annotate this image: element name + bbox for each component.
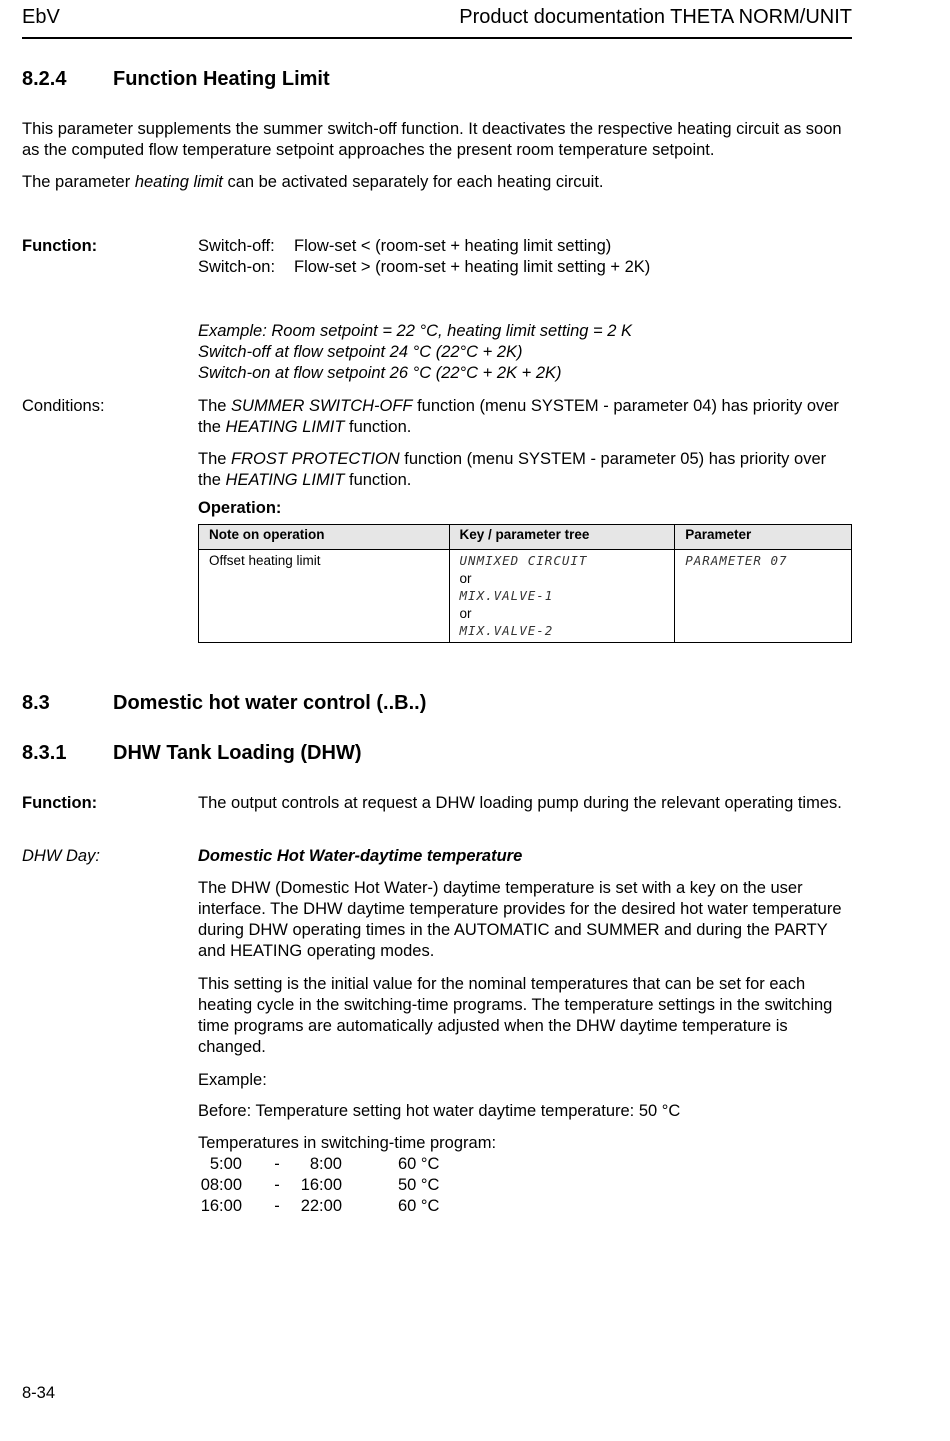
time-from: 5:00	[209, 1155, 242, 1173]
text-run: can be activated separately for each heating circuit.	[222, 173, 604, 191]
switch-on-row	[198, 257, 853, 278]
time-row	[198, 1196, 439, 1217]
switch-off-row	[198, 236, 853, 257]
section-number: 8.3	[22, 692, 50, 714]
intro-paragraph: This parameter supplements the summer switch-off function. It deactivates the respective heating circuit as soon as the computed flow temperature setpoint approaches the present room temperature setpoint.	[22, 120, 842, 159]
or-text: or	[459, 605, 472, 621]
page-number: 8-34	[22, 1384, 56, 1402]
dhw-day-title: Domestic Hot Water-daytime temperature	[198, 847, 523, 865]
function-name: HEATING LIMIT	[225, 471, 345, 489]
section-title: Domestic hot water control (..B..)	[113, 692, 427, 714]
time-dash: -	[274, 1176, 280, 1194]
text-run: function.	[344, 418, 412, 436]
function-name: FROST PROTECTION	[231, 450, 400, 468]
table-header-row	[199, 525, 852, 550]
time-temp: 60 °C	[398, 1155, 440, 1173]
time-row	[198, 1175, 439, 1196]
time-to: 8:00	[309, 1155, 342, 1173]
switch-on-value: Flow-set > (room-set + heating limit setting + 2K)	[294, 258, 651, 276]
function-name: HEATING LIMIT	[225, 418, 345, 436]
time-from: 08:00	[200, 1176, 242, 1194]
example-line: Switch-off at flow setpoint 24 °C (22°C + 2K)	[198, 343, 523, 361]
note-cell: Offset heating limit	[199, 550, 450, 643]
table-header-cell: Note on operation	[199, 525, 450, 550]
function-formulas	[198, 236, 853, 278]
function-name: SUMMER SWITCH-OFF	[231, 397, 413, 415]
section-heading-8-2-4	[22, 68, 842, 94]
example-block	[198, 321, 853, 384]
section-heading-8-3	[22, 692, 842, 718]
parameter-name: heating limit	[134, 173, 223, 191]
text-run: The parameter	[22, 173, 135, 191]
header-rule	[22, 37, 852, 39]
time-dash: -	[274, 1155, 280, 1173]
dhw-paragraph-1: The DHW (Domestic Hot Water-) daytime temperature is set with a key on the user interface. The DHW daytime temperature provides for the desired hot water temperature during DHW operating times in the AUTOMATIC and SUMMER and during the PARTY and HEATING operating modes.	[198, 879, 842, 960]
time-temp: 50 °C	[398, 1176, 440, 1194]
dhw-function-label: Function:	[22, 794, 98, 812]
key-tree-cell	[449, 550, 675, 643]
time-from: 16:00	[200, 1197, 242, 1215]
switch-off-value: Flow-set < (room-set + heating limit setting)	[294, 237, 612, 255]
time-temp: 60 °C	[398, 1197, 440, 1215]
lcd-parameter-text: PARAMETER 07	[685, 553, 788, 568]
conditions-label: Conditions:	[22, 397, 105, 415]
text-run: function (menu SYSTEM - parameter 04) has priority over the	[198, 397, 839, 436]
header-left: EbV	[22, 6, 60, 28]
lcd-menu-text: MIX.VALVE-2	[459, 623, 554, 638]
dhw-paragraph-2: This setting is the initial value for the nominal temperatures that can be set for each heating cycle in the switching-time programs. The temperature settings in the switching time programs are automatically adjusted when the DHW daytime temperature is changed.	[198, 975, 833, 1056]
time-dash: -	[274, 1197, 280, 1215]
table-row	[199, 550, 852, 643]
operation-label: Operation:	[198, 499, 282, 517]
time-to: 16:00	[300, 1176, 342, 1194]
section-heading-8-3-1	[22, 742, 842, 768]
time-to: 22:00	[300, 1197, 342, 1215]
table-header-cell: Parameter	[675, 525, 852, 550]
example-line: Switch-on at flow setpoint 26 °C (22°C + 2K + 2K)	[198, 364, 562, 382]
activation-paragraph	[22, 172, 852, 193]
dhw-day-label: DHW Day:	[22, 847, 100, 865]
time-row	[198, 1154, 439, 1175]
parameter-cell	[675, 550, 852, 643]
table-header-cell: Key / parameter tree	[449, 525, 675, 550]
lcd-menu-text: MIX.VALVE-1	[459, 588, 554, 603]
header-right: Product documentation THETA NORM/UNIT	[459, 6, 852, 28]
example-line: Example: Room setpoint = 22 °C, heating limit setting = 2 K	[198, 322, 632, 340]
example-label: Example:	[198, 1071, 267, 1089]
text-run: function.	[344, 471, 412, 489]
section-title: Function Heating Limit	[113, 68, 330, 90]
condition-frost	[198, 449, 853, 491]
section-title: DHW Tank Loading (DHW)	[113, 742, 362, 764]
switch-on-key: Switch-on:	[198, 258, 276, 276]
section-number: 8.3.1	[22, 742, 67, 764]
times-label: Temperatures in switching-time program:	[198, 1134, 497, 1152]
switch-off-key: Switch-off:	[198, 237, 275, 255]
or-text: or	[459, 570, 472, 586]
section-number: 8.2.4	[22, 68, 67, 90]
lcd-menu-text: UNMIXED CIRCUIT	[459, 553, 588, 568]
text-run: The	[198, 450, 232, 468]
function-label: Function:	[22, 237, 98, 255]
text-run: The	[198, 397, 232, 415]
times-table	[198, 1154, 439, 1217]
condition-summer	[198, 396, 853, 438]
before-line: Before: Temperature setting hot water daytime temperature: 50 °C	[198, 1102, 681, 1120]
text-run: function (menu SYSTEM - parameter 05) has priority over the	[198, 450, 827, 489]
operation-table	[198, 524, 852, 643]
dhw-function-text: The output controls at request a DHW loading pump during the relevant operating times.	[198, 794, 842, 812]
